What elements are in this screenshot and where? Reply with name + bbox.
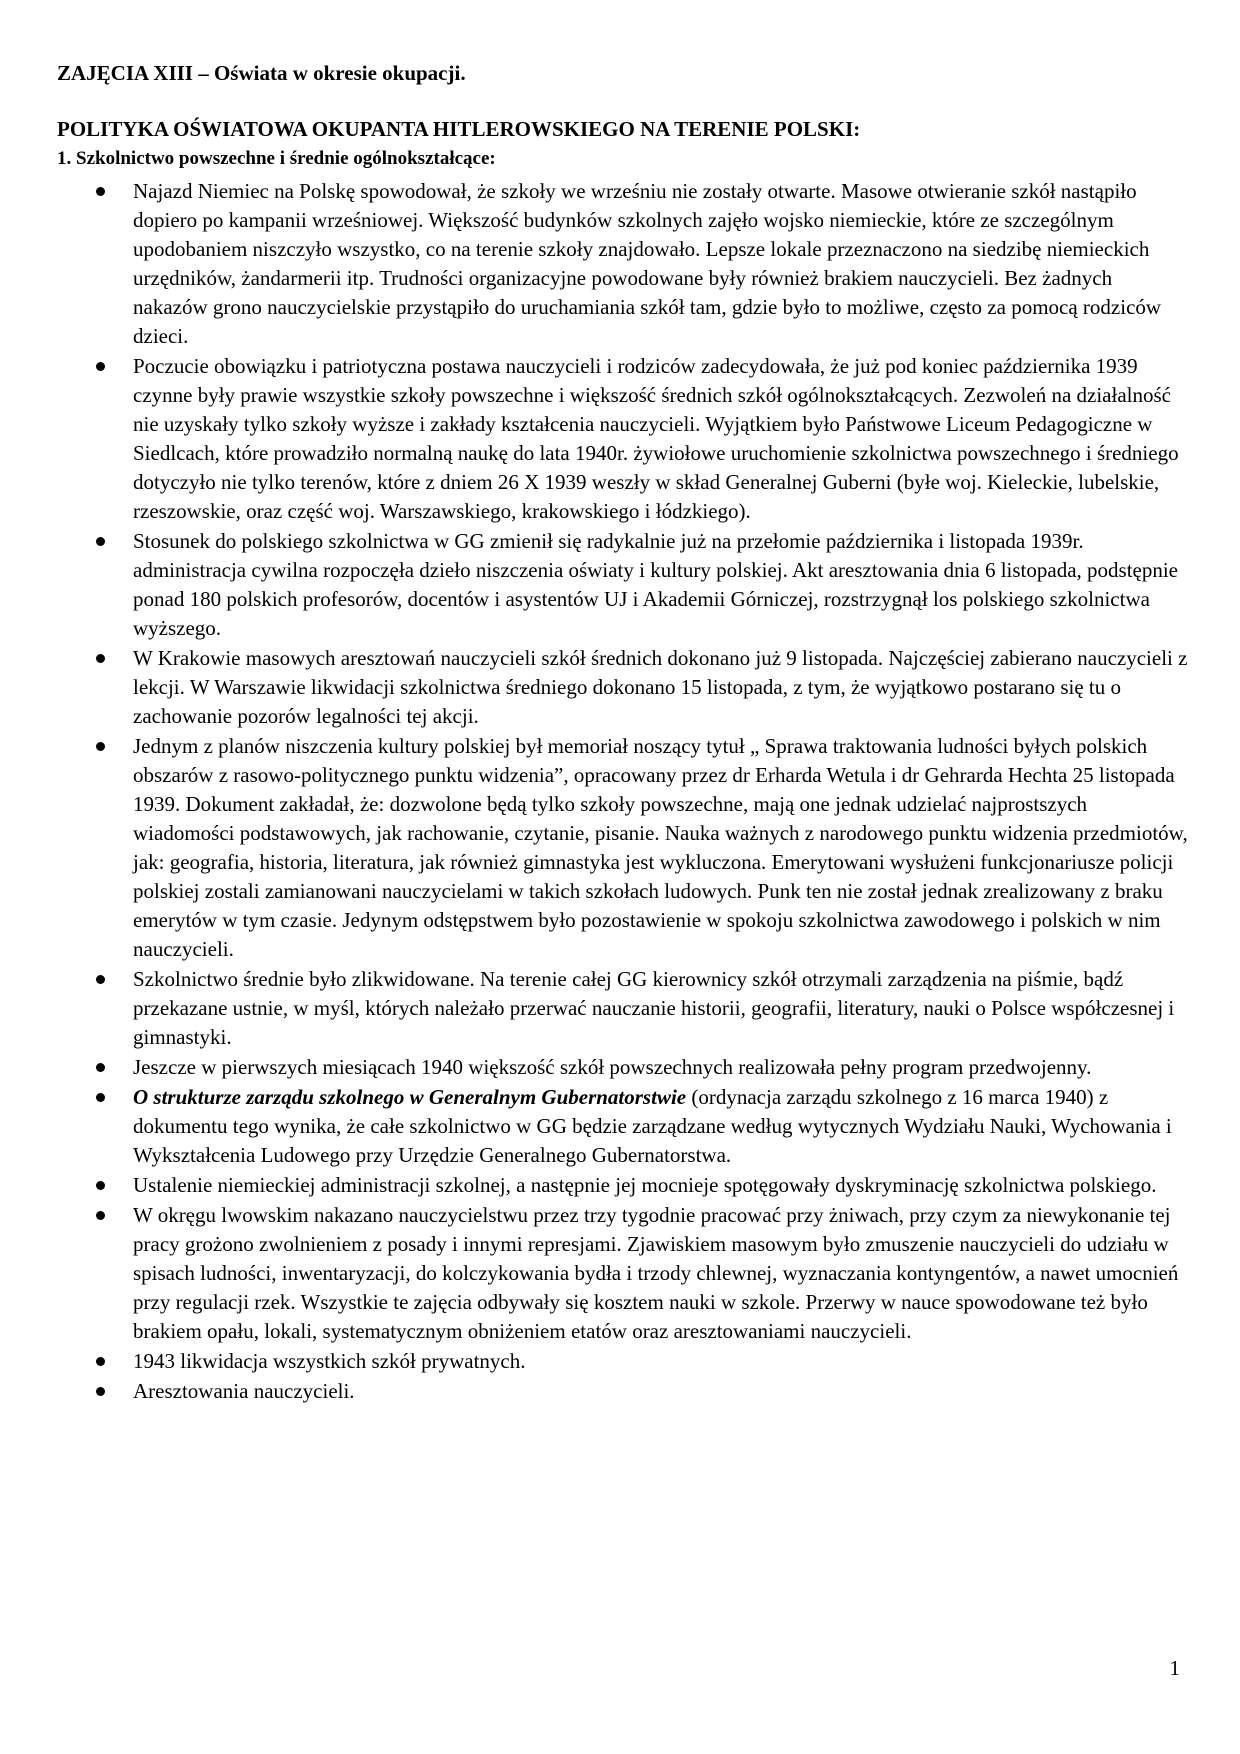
list-item [0,1171,1240,1200]
list-item-text: Aresztowania nauczycieli. [133,1379,355,1403]
list-item [0,177,1240,351]
list-item-text: Ustalenie niemieckiej administracji szkolnej, a następnie jej mocnieje spotęgowały dyskryminację szkolnictwa polskiego. [133,1173,1157,1197]
bullet-icon [96,1357,105,1366]
bullet-icon [96,1093,105,1102]
document-title: ZAJĘCIA XIII – Oświata w okresie okupacji. [57,61,466,85]
bullet-list [0,177,1240,1407]
list-item-text: W okręgu lwowskim nakazano nauczycielstwu przez trzy tygodnie pracować przy żniwach, przy czym za niewykonanie tej pracy grożono zwolnieniem z posady i innymi represjami. Zjawiskiem masowym było zmuszenie nauczycieli do udziału w spisach ludności, inwentaryzacji, do kolczykowania bydła i trzody chlewnej, wyznaczania kontyngentów, a nawet umocnień przy regulacji rzek. Wszystkie te zajęcia odbywały się kosztem nauki w szkole. Przerwy w nauce spowodowane też było brakiem opału, lokali, systematycznym obniżeniem etatów oraz aresztowaniami nauczycieli. [133,1203,1179,1343]
bullet-icon [96,1211,105,1220]
list-item [0,732,1240,964]
bullet-icon [96,187,105,196]
bullet-icon [96,1387,105,1396]
list-item-text: Najazd Niemiec na Polskę spowodował, że szkoły we wrześniu nie zostały otwarte. Masowe otwieranie szkół nastąpiło dopiero po kampanii wrześniowej. Większość budynków szkolnych zajęło wojsko niemieckie, które ze szczególnym upodobaniem niszczyło wszystko, co na terenie szkoły znajdowało. Lepsze lokale przeznaczono na siedzibę niemieckich urzędników, żandarmerii itp. Trudności organizacyjne powodowane były również brakiem nauczycieli. Bez żadnych nakazów grono nauczycielskie przystąpiło do uruchamiania szkół tam, gdzie było to możliwe, często za pomocą rodziców dzieci. [133,179,1162,348]
section-heading: POLITYKA OŚWIATOWA OKUPANTA HITLEROWSKIEGO NA TERENIE POLSKI: [57,117,861,141]
list-item-text: Poczucie obowiązku i patriotyczna postawa nauczycieli i rodziców zadecydowała, że już pod koniec października 1939 czynne były prawie wszystkie szkoły powszechne i większość średnich szkół ogólnokształcących. Zezwoleń na działalność nie uzyskały tylko szkoły wyższe i zakłady kształcenia nauczycieli. Wyjątkiem było Państwowe Liceum Pedagogiczne w Siedlcach, które prowadziło normalną naukę do lata 1940r. żywiołowe uruchomienie szkolnictwa powszechnego i średniego dotyczyło nie tylko terenów, które z dniem 26 X 1939 weszły w skład Generalnej Guberni (byłe woj. Kieleckie, lubelskie, rzeszowskie, oraz część woj. Warszawskiego, krakowskiego i łódzkiego). [133,354,1179,523]
list-item [0,1347,1240,1376]
list-item [0,1201,1240,1346]
list-item-text: W Krakowie masowych aresztowań nauczycieli szkół średnich dokonano już 9 listopada. Najczęściej zabierano nauczycieli z lekcji. W Warszawie likwidacji szkolnictwa średniego dokonano 15 listopada, z tym, że wyjątkowo postarano się tu o zachowanie pozorów legalności tej akcji. [133,646,1188,728]
list-item [0,644,1240,731]
list-item-text: Stosunek do polskiego szkolnictwa w GG zmienił się radykalnie już na przełomie października i listopada 1939r. administracja cywilna rozpoczęła dzieło niszczenia oświaty i kultury polskiej. Akt aresztowania dnia 6 listopada, podstępnie ponad 180 polskich profesorów, docentów i asystentów UJ i Akademii Górniczej, rozstrzygnął los polskiego szkolnictwa wyższego. [133,529,1179,640]
bullet-icon [96,537,105,546]
bullet-icon [96,654,105,663]
page-number: 1 [1169,1656,1180,1680]
list-item [0,352,1240,526]
bullet-icon [96,362,105,371]
bullet-icon [96,1181,105,1190]
list-item [0,1377,1240,1406]
list-item-text: 1943 likwidacja wszystkich szkół prywatnych. [133,1349,526,1373]
bullet-icon [96,742,105,751]
list-item-text: Szkolnictwo średnie było zlikwidowane. Na terenie całej GG kierownicy szkół otrzymali zarządzenia na piśmie, bądź przekazane ustnie, w myśl, których należało przerwać nauczanie historii, geografii, literatury, nauki o Polsce współczesnej i gimnastyki. [133,967,1175,1049]
bullet-icon [96,1063,105,1072]
list-item-text: (ordynacja zarządu szkolnego z 16 marca 1940) z dokumentu tego wynika, że całe szkolnictwo w GG będzie zarządzane według wytycznych Wydziału Nauki, Wychowania i Wykształcenia Ludowego przy Urzędzie Generalnego Gubernatorstwa. [133,1085,1172,1167]
list-item [0,527,1240,643]
list-item [0,1083,1240,1170]
list-item-emphasis: O strukturze zarządu szkolnego w Generalnym Gubernatorstwie [133,1085,687,1109]
list-item [0,965,1240,1052]
subsection-heading: 1. Szkolnictwo powszechne i średnie ogólnokształcące: [57,148,496,169]
list-item-text: Jeszcze w pierwszych miesiącach 1940 większość szkół powszechnych realizowała pełny program przedwojenny. [133,1055,1092,1079]
list-item [0,1053,1240,1082]
list-item-text: Jednym z planów niszczenia kultury polskiej był memoriał noszący tytuł „ Sprawa traktowania ludności byłych polskich obszarów z rasowo-politycznego punktu widzenia”, opracowany przez dr Erharda Wetula i dr Gehrarda Hechta 25 listopada 1939. Dokument zakładał, że: dozwolone będą tylko szkoły powszechne, mają one jednak udzielać najprostszych wiadomości podstawowych, jak rachowanie, czytanie, pisanie. Nauka ważnych z narodowego punktu widzenia przedmiotów, jak: geografia, historia, literatura, jak również gimnastyka jest wykluczona. Emerytowani wysłużeni funkcjonariusze policji polskiej zostali zamianowani nauczycielami w takich szkołach ludowych. Punk ten nie został jednak zrealizowany z braku emerytów w tym czasie. Jedynym odstępstwem było pozostawienie w spokoju szkolnictwa zawodowego i polskich w nim nauczycieli. [133,734,1188,961]
bullet-icon [96,975,105,984]
